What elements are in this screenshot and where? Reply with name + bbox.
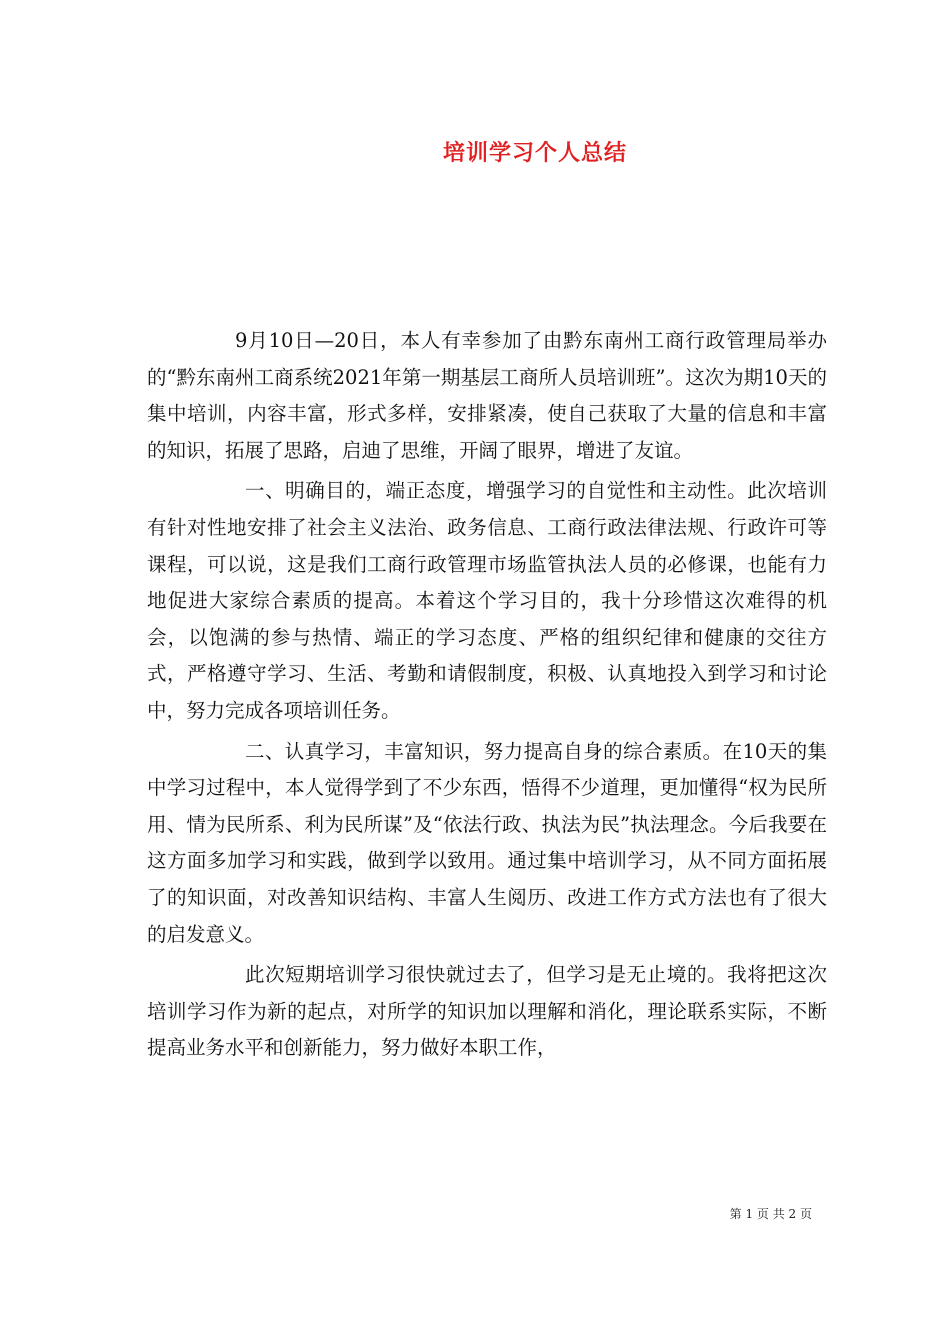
paragraph-section-two: 二、认真学习，丰富知识，努力提高自身的综合素质。在10天的集中学习过程中，本人觉得学到了不少东西，悟得不少道理，更加懂得“权为民所用、情为民所系、利为民所谋”及“依法行政、执法为民”执法理念。今后我要在这方面多加学习和实践，做到学以致用。通过集中培训学习，从不同方面拓展了的知识面，对改善知识结构、丰富人生阅历、改进工作方式方法也有了很大的启发意义。 — [147, 739, 827, 946]
paragraph-conclusion: 此次短期培训学习很快就过去了，但学习是无止境的。我将把这次培训学习作为新的起点，对所学的知识加以理解和消化，理论联系实际，不断提高业务水平和创新能力，努力做好本职工作， — [147, 963, 827, 1060]
document-title: 培训学习个人总结 — [442, 140, 627, 166]
paragraph-intro: 9月10日—20日，本人有幸参加了由黔东南州工商行政管理局举办的“黔东南州工商系统2021年第一期基层工商所人员培训班”。这次为期10天的集中培训，内容丰富，形式多样，安排紧凑，使自己获取了大量的信息和丰富的知识，拓展了思路，启迪了思维，开阔了眼界，增进了友谊。 — [147, 329, 827, 462]
page-number-footer: 第 1 页 共 2 页 — [729, 1207, 812, 1221]
document-body — [147, 323, 827, 1067]
paragraph-section-one: 一、明确目的，端正态度，增强学习的自觉性和主动性。此次培训有针对性地安排了社会主义法治、政务信息、工商行政法律法规、行政许可等课程，可以说，这是我们工商行政管理市场监管执法人员的必修课，也能有力地促进大家综合素质的提高。本着这个学习目的，我十分珍惜这次难得的机会，以饱满的参与热情、端正的学习态度、严格的组织纪律和健康的交往方式，严格遵守学习、生活、考勤和请假制度，积极、认真地投入到学习和讨论中，努力完成各项培训任务。 — [147, 479, 827, 722]
